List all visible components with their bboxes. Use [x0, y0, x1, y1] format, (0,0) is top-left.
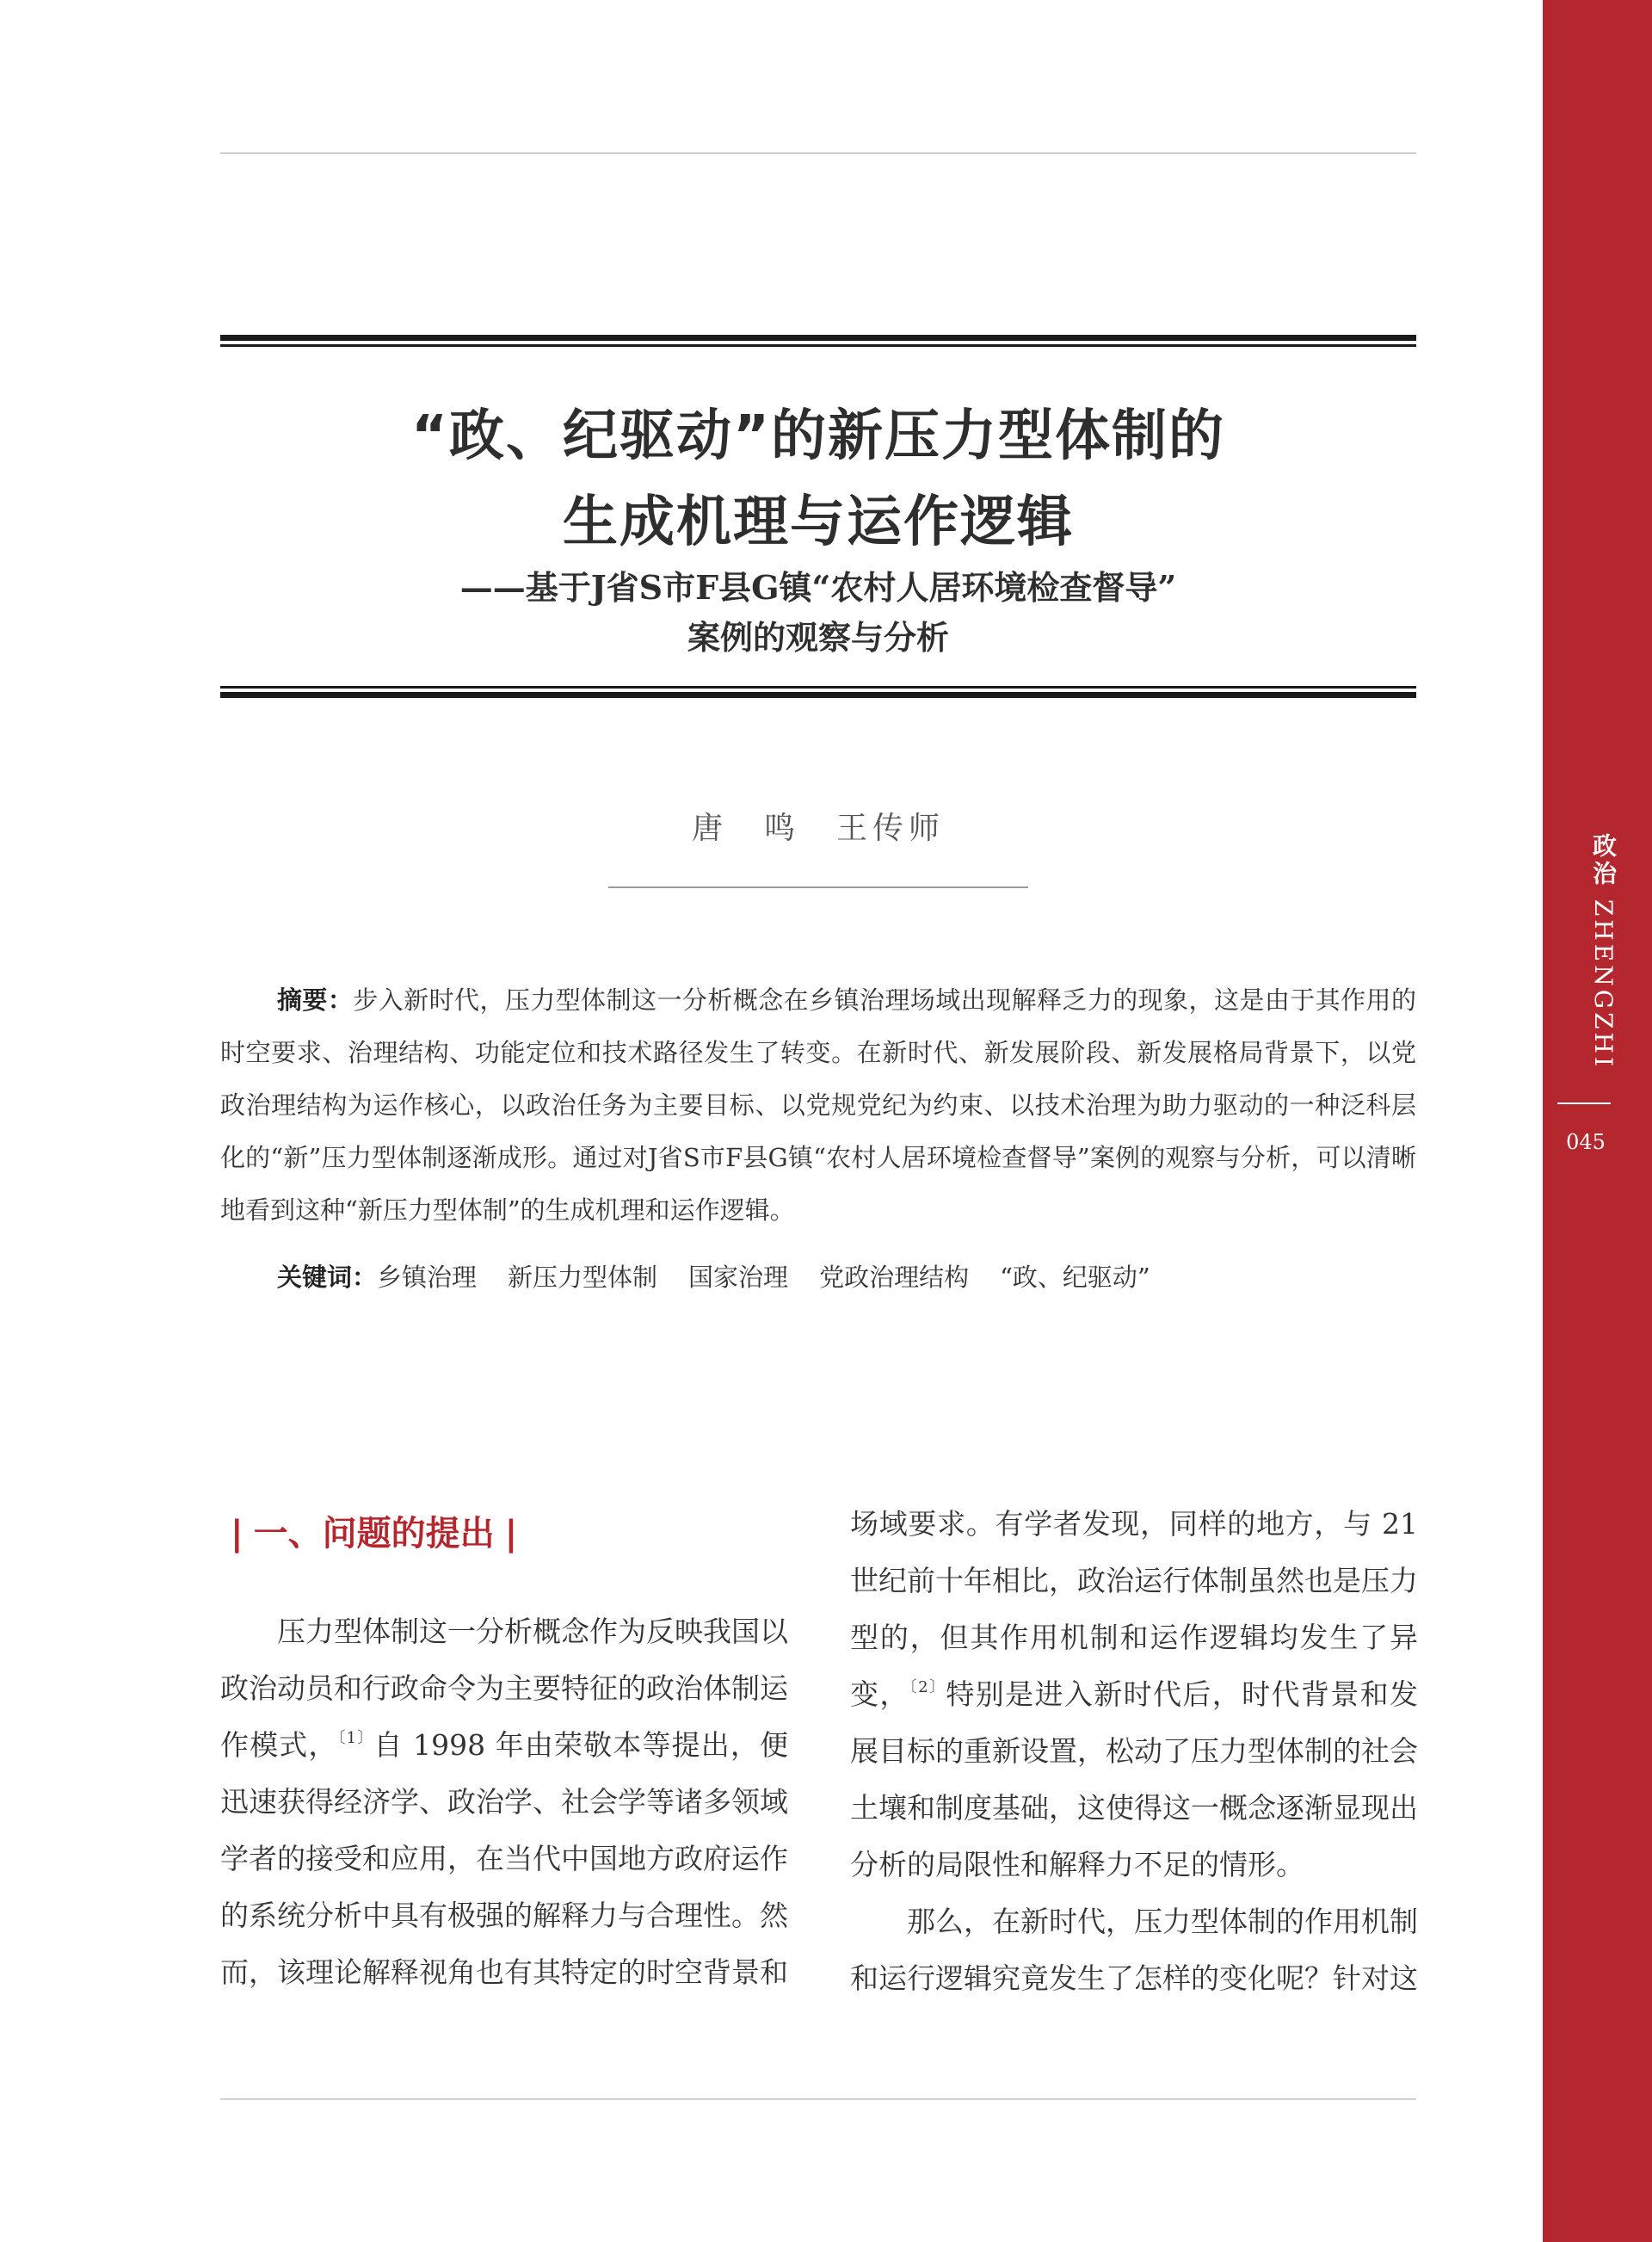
section-side-label: [1586, 833, 1620, 1070]
keywords: [277, 1258, 1413, 1294]
title-top-rule: [220, 335, 1416, 347]
page-number: 045: [1566, 1130, 1606, 1154]
body-column-right: [850, 1496, 1418, 2007]
body-paragraph: 场域要求。有学者发现，同样的地方，与 21 世纪前十年相比，政治运行体制虽然也是压力型的，但其作用机制和运作逻辑均发生了异变，$^{〔2〕}$特别是进入新时代后，时代背景和发展目标的重新设置，松动了压力型体制的社会土壤和制度基础，这使得这一概念逐渐显现出分析的局限性和解释力不足的情形。: [850, 1507, 1419, 1881]
abstract-text: 步入新时代，压力型体制这一分析概念在乡镇治理场域出现解释乏力的现象，这是由于其作用的时空要求、治理结构、功能定位和技术路径发生了转变。在新时代、新发展阶段、新发展格局背景下，以党政治理结构为运作核心，以政治任务为主要目标、以党规党纪为约束、以技术治理为助力驱动的一种泛科层化的“新”压力型体制逐渐成形。通过对J省S市F县G镇“农村人居环境检查督导”案例的观察与分析，可以清晰地看到这种“新压力型体制”的生成机理和运作逻辑。: [220, 985, 1416, 1225]
title-bottom-rule: [220, 686, 1416, 698]
keyword: 乡镇治理: [377, 1263, 478, 1292]
citation-ref: 〔2〕: [909, 1678, 946, 1696]
section-heading-text: 一、问题的提出: [253, 1514, 495, 1553]
section-bar-right: |: [504, 1514, 518, 1553]
article-title-line2: 生成机理与运作逻辑: [563, 491, 1074, 554]
author-rule: [608, 886, 1028, 888]
footer-rule: [220, 2098, 1416, 2100]
article-title-line1: “政、纪驱动”的新压力型体制的: [410, 405, 1226, 468]
citation-ref: 〔1〕: [337, 1729, 374, 1747]
section-name-zh: 政治: [1589, 833, 1618, 888]
keyword: “政、纪驱动”: [1000, 1263, 1150, 1292]
header-rule: [220, 152, 1416, 154]
section-heading: [220, 1506, 527, 1555]
body-paragraph: 压力型体制这一分析概念作为反映我国以政治动员和行政命令为主要特征的政治体制运作模式，$^{〔1〕}$自 1998 年由荣敬本等提出，便迅速获得经济学、政治学、社会学等诸多领域学者的接受和应用，在当代中国地方政府运作的系统分析中具有极强的解释力与合理性。然而，该理论解释视角也有其特定的时空背景和: [220, 1615, 788, 1989]
keywords-label: 关键词：: [277, 1263, 378, 1292]
keyword: 新压力型体制: [508, 1263, 658, 1292]
keyword: 党政治理结构: [819, 1263, 970, 1292]
body-column-left: [220, 1603, 788, 2001]
article-subtitle-line1: ——基于J省S市F县G镇“农村人居环境检查督导”: [459, 568, 1177, 607]
abstract: [220, 974, 1416, 1237]
keyword: 国家治理: [688, 1263, 789, 1292]
article-subtitle-line2: 案例的观察与分析: [687, 618, 949, 657]
section-side-bar: [1543, 0, 1652, 2242]
section-name-en: ZHENGZHI: [1589, 899, 1618, 1071]
side-rule: [1557, 1102, 1611, 1104]
section-bar-left: |: [231, 1514, 243, 1553]
body-paragraph: 那么，在新时代，压力型体制的作用机制和运行逻辑究竟发生了怎样的变化呢？针对这: [850, 1905, 1418, 1995]
abstract-label: 摘要：: [277, 985, 354, 1015]
authors: 唐 鸣 王传师: [691, 811, 945, 846]
